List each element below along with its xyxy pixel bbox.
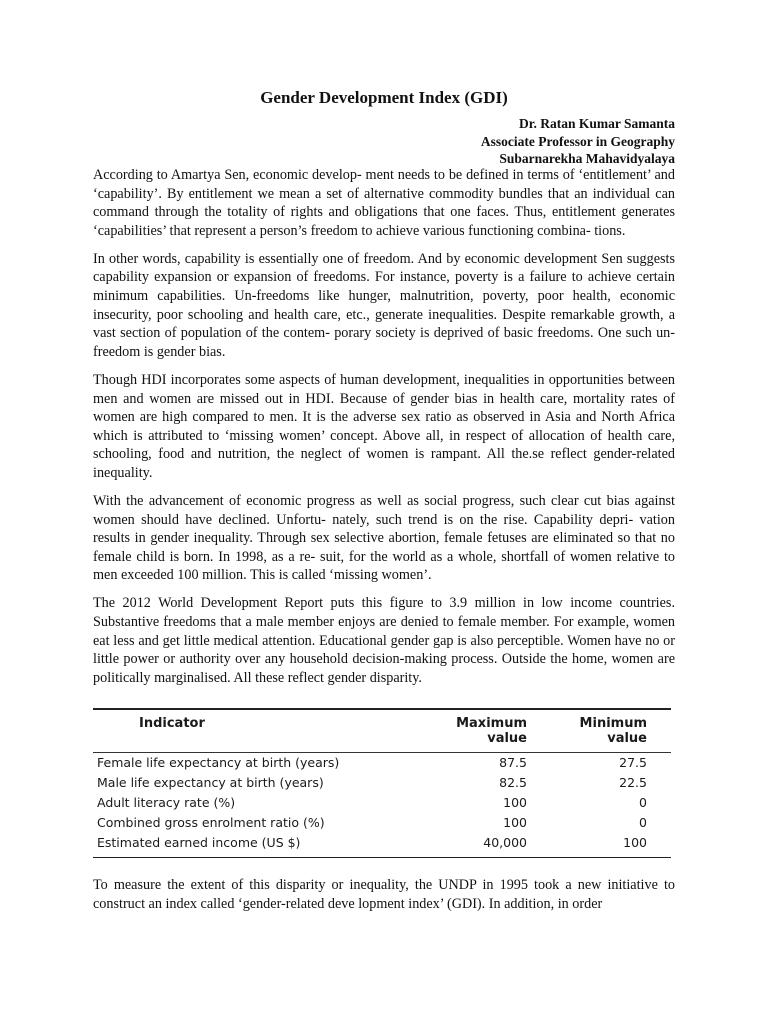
header-maximum-line1: Maximum <box>456 716 527 731</box>
table-bottom-rule <box>93 857 671 858</box>
cell-max: 82.5 <box>499 775 527 790</box>
paragraph-closing: To measure the extent of this disparity or inequality, the UNDP in 1995 took a new initiative to construct an index called ‘gender-related deve lopment index’ (GDI). In addition, in order <box>93 877 675 912</box>
paragraph: In other words, capability is essentially one of freedom. And by economic development Sen suggests capability expansion or expansion of freedoms. For instance, poverty is a failure to achieve certain minimum capabilities. Un-freedoms like hunger, malnutrition, poverty, poor health, economic insecurity, poor schooling and health care, etc., generate inequalities. Despite remarkable growth, a vast section of population of the contem- porary society is deprived of basic freedoms. One such un-freedom is gender bias. <box>93 250 675 360</box>
table-row <box>93 753 671 773</box>
cell-max: 87.5 <box>499 755 527 770</box>
cell-min: 0 <box>639 815 647 830</box>
header-maximum-line2: value <box>487 731 527 746</box>
paragraph: Though HDI incorporates some aspects of human development, inequalities in opportunities between men and women are missed out in HDI. Because of gender bias in health care, mortality rates of women are high compared to men. It is the adverse sex ratio as observed in Asia and North Africa which is attributed to ‘missing women’ concept. Above all, in respect of allocation of health care, schooling, food and nutrition, the neglect of women is rampant. All the.se reflect gender-related inequality. <box>93 371 675 481</box>
cell-indicator: Male life expectancy at birth (years) <box>97 775 324 790</box>
header-minimum-line1: Minimum <box>579 716 647 731</box>
cell-max: 100 <box>503 815 527 830</box>
table-header <box>93 710 671 746</box>
cell-indicator: Female life expectancy at birth (years) <box>97 755 340 770</box>
author-position: Associate Professor in Geography <box>480 133 675 149</box>
table <box>93 710 671 746</box>
header-minimum <box>537 710 671 746</box>
cell-min: 27.5 <box>619 755 647 770</box>
page-title: Gender Development Index (GDI) <box>260 88 508 107</box>
cell-max: 100 <box>503 795 527 810</box>
table-row <box>93 813 671 833</box>
header-indicator: Indicator <box>139 716 205 731</box>
table-row <box>93 793 671 813</box>
paragraph: The 2012 World Development Report puts this figure to 3.9 million in low income countries. Substantive freedoms that a male member enjoys are denied to female member. For example, women eat less and get little medical attention. Educational gender gap is also perceptible. Women have no or little power or authority over any household decision-making process. Outside the home, women are politically marginalised. All these reflect gender disparity. <box>93 595 675 686</box>
author-institution: Subarnarekha Mahavidyalaya <box>499 151 675 166</box>
cell-indicator: Adult literacy rate (%) <box>97 795 236 810</box>
author-block <box>481 115 675 168</box>
cell-min: 100 <box>623 835 647 850</box>
author-name: Dr. Ratan Kumar Samanta <box>518 116 675 131</box>
paragraph: With the advancement of economic progress as well as social progress, such clear cut bias against women should have declined. Unfortu- nately, such trend is on the rise. Capability depri- vation results in gender inequality. Through sex selective abortion, female fetuses are eliminated so that no female child is born. In 1998, as a re- suit, for the world as a whole, shortfall of women relative to men exceeded 100 million. This is called ‘missing women’. <box>93 493 675 584</box>
cell-indicator: Estimated earned income (US $) <box>97 835 301 850</box>
table-body <box>93 753 671 853</box>
indicator-table <box>93 708 671 858</box>
table-header-row <box>93 710 671 746</box>
paragraph: According to Amartya Sen, economic develop- ment needs to be defined in terms of ‘entitlement’ and ‘capability’. By entitlement we mean a set of alternative commodity bundles that an individual can command through the totality of rights and obligations that one faces. Thus, entitlement generates ‘capabilities’ that represent a person’s freedom to achieve various functioning combina- tions. <box>93 167 675 239</box>
header-minimum-line2: value <box>607 731 647 746</box>
cell-indicator: Combined gross enrolment ratio (%) <box>97 815 325 830</box>
cell-min: 22.5 <box>619 775 647 790</box>
cell-min: 0 <box>639 795 647 810</box>
body-text <box>93 166 675 697</box>
table-row <box>93 833 671 853</box>
header-maximum <box>407 710 537 746</box>
table-row <box>93 773 671 793</box>
cell-max: 40,000 <box>483 835 527 850</box>
